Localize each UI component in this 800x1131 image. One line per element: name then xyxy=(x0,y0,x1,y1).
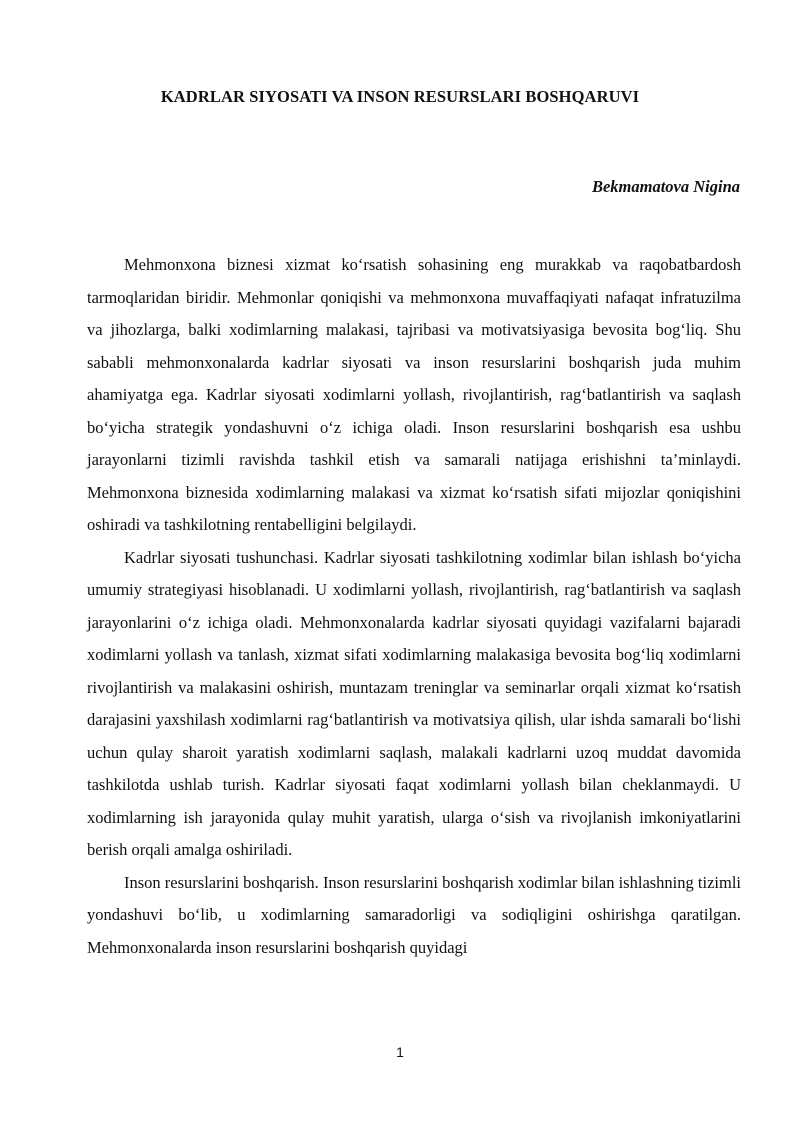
page-number: 1 xyxy=(396,1044,404,1060)
paragraph-intro: Mehmonxona biznesi xizmat ko‘rsatish sohasining eng murakkab va raqobatbardosh tarmoqlaridan biridir. Mehmonlar qoniqishi va mehmonxona muvaffaqiyati nafaqat infratuzilma va jihozlarga, balki xodimlarning malakasi, tajribasi va motivatsiyasiga bevosita bog‘liq. Shu sababli mehmonxonalarda kadrlar siyosati va inson resurslarini boshqarish juda muhim ahamiyatga ega. Kadrlar siyosati xodimlarni yollash, rivojlantirish, rag‘batlantirish va saqlash bo‘yicha strategik yondashuvni o‘z ichiga oladi. Inson resurslarini boshqarish esa ushbu jarayonlarni tizimli ravishda tashkil etish va samarali natijaga erishishni ta’minlaydi. Mehmonxona biznesida xodimlarning malakasi va xizmat ko‘rsatish sifati mijozlar qoniqishini oshiradi va tashkilotning rentabelligini belgilaydi. xyxy=(87,255,741,534)
document-body xyxy=(87,249,741,964)
author-name: Bekmamatova Nigina xyxy=(591,177,740,196)
paragraph-personnel-policy: Kadrlar siyosati tushunchasi. Kadrlar siyosati tashkilotning xodimlar bilan ishlash bo‘yicha umumiy strategiyasi hisoblanadi. U xodimlarni yollash, rivojlantirish, rag‘batlantirish va saqlash jarayonlarini o‘z ichiga oladi. Mehmonxonalarda kadrlar siyosati quyidagi vazifalarni bajaradi xodimlarni yollash va tanlash, xizmat sifati xodimlarning malakasiga bevosita bog‘liq xodimlarni rivojlantirish va malakasini oshirish, muntazam treninglar va seminarlar orqali xizmat ko‘rsatish darajasini yaxshilash xodimlarni rag‘batlantirish va motivatsiya qilish, ular ishda samarali bo‘lishi uchun qulay sharoit yaratish xodimlarni saqlash, malakali kadrlarni uzoq muddat davomida tashkilotda ushlab turish. Kadrlar siyosati faqat xodimlarni yollash bilan cheklanmaydi. U xodimlarning ish jarayonida qulay muhit yaratish, ularga o‘sish va rivojlanish imkoniyatlarini berish orqali amalga oshiriladi. xyxy=(87,547,741,859)
document-title: KADRLAR SIYOSATI VA INSON RESURSLARI BOSHQARUVI xyxy=(160,87,640,106)
paragraph-hr-management: Inson resurslarini boshqarish. Inson resurslarini boshqarish xodimlar bilan ishlashning tizimli yondashuvi bo‘lib, u xodimlarning samaradorligi va sodiqligini oshirishga qaratilgan. Mehmonxonalarda inson resurslarini boshqarish quyidagi xyxy=(87,872,741,957)
